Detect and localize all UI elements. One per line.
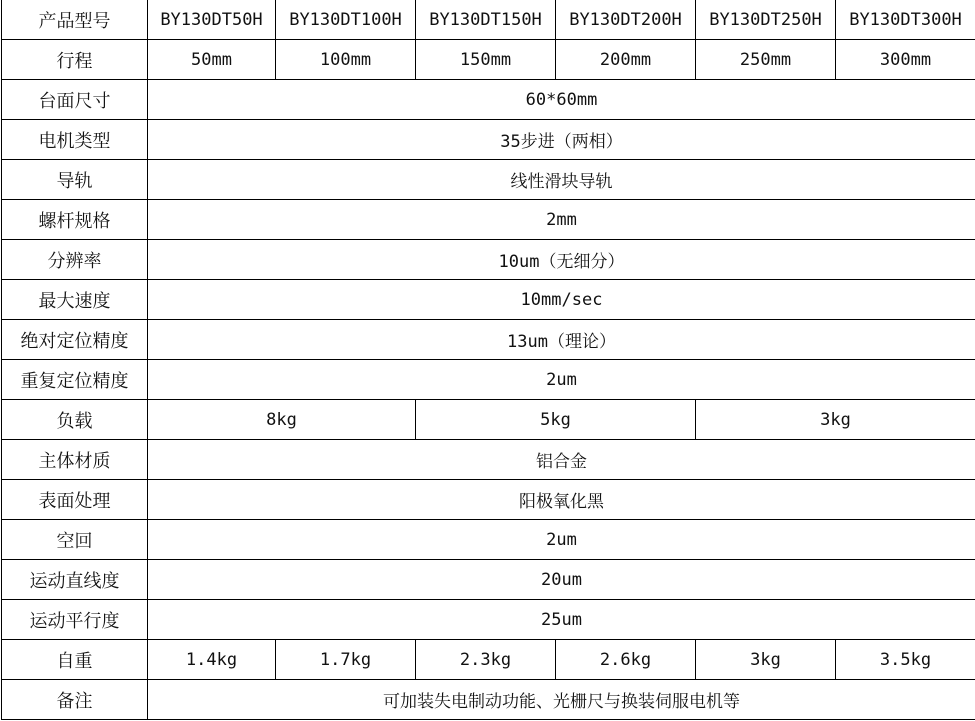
row-label: 台面尺寸: [2, 80, 148, 120]
value-cell: 35步进（两相）: [148, 120, 975, 160]
row-label: 绝对定位精度: [2, 320, 148, 360]
value-cell: 可加装失电制动功能、光栅尺与换装伺服电机等: [148, 680, 975, 720]
row-weight: [2, 640, 975, 680]
value-cell: 60*60mm: [148, 80, 975, 120]
row-label: 空回: [2, 520, 148, 560]
row-straightness: [2, 560, 975, 600]
row-label: 产品型号: [2, 0, 148, 40]
value-cell: 100mm: [276, 40, 416, 80]
row-model: [2, 0, 975, 40]
value-cell: 2.6kg: [556, 640, 696, 680]
value-cell: 13um（理论）: [148, 320, 975, 360]
value-cell: 250mm: [696, 40, 836, 80]
value-cell: 2mm: [148, 200, 975, 240]
row-max-speed: [2, 280, 975, 320]
row-backlash: [2, 520, 975, 560]
value-cell: 1.4kg: [148, 640, 276, 680]
value-cell: 阳极氧化黑: [148, 480, 975, 520]
value-cell: 300mm: [836, 40, 975, 80]
row-screw-spec: [2, 200, 975, 240]
model-cell: BY130DT100H: [276, 0, 416, 40]
model-cell: BY130DT150H: [416, 0, 556, 40]
value-cell: 10mm/sec: [148, 280, 975, 320]
model-cell: BY130DT250H: [696, 0, 836, 40]
row-label: 行程: [2, 40, 148, 80]
row-label: 主体材质: [2, 440, 148, 480]
row-motor-type: [2, 120, 975, 160]
value-cell: 2um: [148, 520, 975, 560]
model-cell: BY130DT200H: [556, 0, 696, 40]
value-cell: 5kg: [416, 400, 696, 440]
row-label: 导轨: [2, 160, 148, 200]
value-cell: 8kg: [148, 400, 416, 440]
row-absolute-accuracy: [2, 320, 975, 360]
value-cell: 200mm: [556, 40, 696, 80]
row-label: 负载: [2, 400, 148, 440]
row-label: 螺杆规格: [2, 200, 148, 240]
value-cell: 2.3kg: [416, 640, 556, 680]
row-label: 最大速度: [2, 280, 148, 320]
value-cell: 50mm: [148, 40, 276, 80]
spec-table: [1, 0, 975, 720]
value-cell: 20um: [148, 560, 975, 600]
value-cell: 2um: [148, 360, 975, 400]
row-repeat-accuracy: [2, 360, 975, 400]
model-cell: BY130DT50H: [148, 0, 276, 40]
value-cell: 铝合金: [148, 440, 975, 480]
row-stroke: [2, 40, 975, 80]
row-remarks: [2, 680, 975, 720]
row-resolution: [2, 240, 975, 280]
row-load: [2, 400, 975, 440]
row-label: 运动直线度: [2, 560, 148, 600]
row-surface: [2, 480, 975, 520]
value-cell: 3kg: [696, 400, 975, 440]
row-table-size: [2, 80, 975, 120]
row-label: 电机类型: [2, 120, 148, 160]
model-cell: BY130DT300H: [836, 0, 975, 40]
row-label: 运动平行度: [2, 600, 148, 640]
row-material: [2, 440, 975, 480]
value-cell: 线性滑块导轨: [148, 160, 975, 200]
value-cell: 3kg: [696, 640, 836, 680]
row-label: 自重: [2, 640, 148, 680]
row-label: 分辨率: [2, 240, 148, 280]
value-cell: 1.7kg: [276, 640, 416, 680]
value-cell: 150mm: [416, 40, 556, 80]
value-cell: 25um: [148, 600, 975, 640]
row-label: 备注: [2, 680, 148, 720]
value-cell: 3.5kg: [836, 640, 975, 680]
value-cell: 10um（无细分）: [148, 240, 975, 280]
row-label: 表面处理: [2, 480, 148, 520]
row-label: 重复定位精度: [2, 360, 148, 400]
row-guide: [2, 160, 975, 200]
row-parallelism: [2, 600, 975, 640]
